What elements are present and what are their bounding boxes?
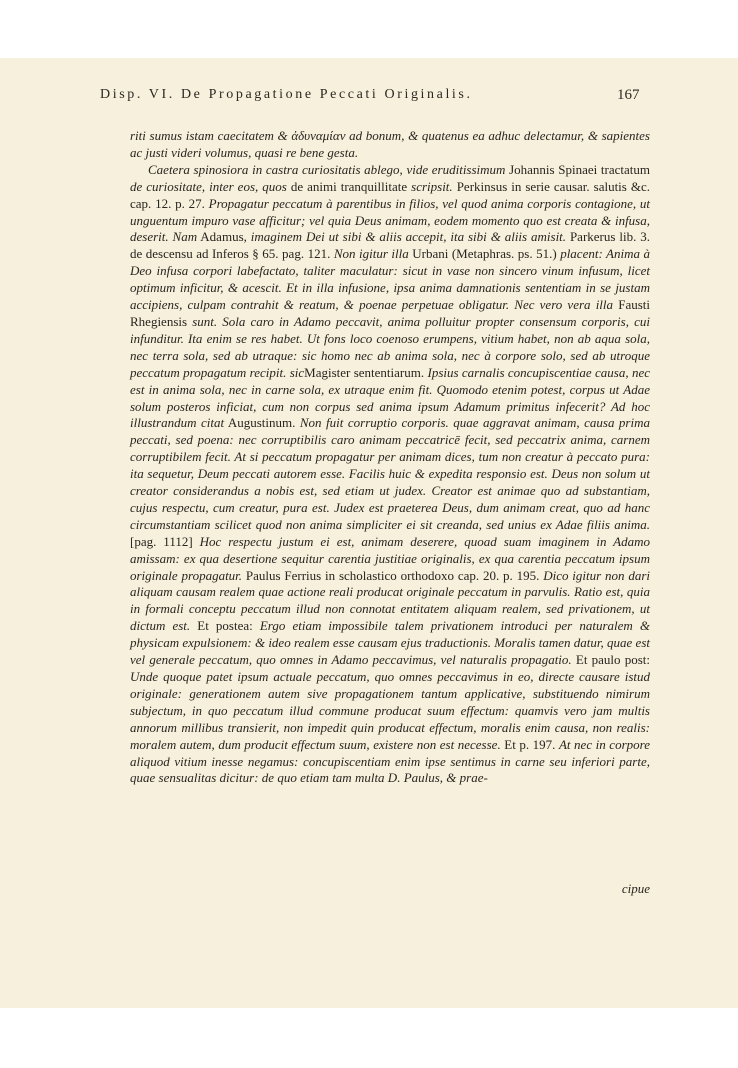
roman-text-run: Et p. 197. bbox=[500, 736, 559, 752]
book-page bbox=[0, 58, 738, 1008]
italic-text-run: Unde quoque patet ipsum actuale peccatum, quo omnes peccavimus in eo, directe causare istud originale: generationem autem sive propagationem tantum applicative, substituendo nimirum subjectum, in quo peccatum illud commune producat suum effectum: quamvis vero jam multis annorum millibus transierit, non impedit quin producat effectum, moralis enim causa, non realis: moralem autem, dum producit effectum suum, existere non est necesse. bbox=[130, 669, 650, 752]
italic-text-run: riti sumus istam caecitatem & ἀδυναμίαν ad bonum, & quatenus ea adhuc delectamur, & sapientes ac justi videri volumus, quasi re bene gesta. bbox=[130, 128, 650, 160]
italic-text-run: Non fuit corruptio corporis. quae aggravat animam, causa prima peccati, sed poena: nec corruptibilis caro animam peccatricē fecit, sed peccatrix anima, carnem corruptibilem fecit. At si peccatum propagatur per animam dices, tum non creatur à peccato pura: ita sequetur, Deum peccati autorem esse. Facilis huic & expedita responsio est. Deus non solum ut creator considerandus a nobis est, sed etiam ut judex. Creator est animae quo ad substantiam, cujus respectu, cum creatur, pura est. Judex est praeterea Deus, dum animam creat, quo ad hanc circumstantiam scilicet quod non anima simpliciter ei sit creanda, sed unius ex Adae filiis anima. bbox=[130, 415, 650, 532]
roman-text-run: Adamus, bbox=[197, 229, 251, 245]
roman-text-run: Parkerus lib. 3. de descensu ad Inferos § 65. pag. 121. bbox=[130, 229, 650, 262]
italic-text-run: imaginem Dei ut sibi & aliis accepit, ita sibi & aliis amisit. bbox=[250, 229, 567, 245]
italic-text-run: Hoc respectu justum ei est, animam deserere, quoad suam imaginem in Adamo amissam: ex qua desertione sequitur carentia justitiae originalis, ex qua carentia peccatum ipsum originale propagatur. bbox=[130, 533, 650, 583]
italic-text-run: placent: Anima à Deo infusa corpori labefactato, taliter maculatur: sicut in vase non sincero vinum infusum, licet optimum inficitur, & acescit. Et in illa infusione, ipsa anima damnationis sententiam in se justam accipiens, culpam contrahit & reatum, & poenae perpetuae obligatur. Nec vero vera illa bbox=[130, 246, 650, 313]
italic-text-run: Non igitur illa bbox=[333, 246, 409, 262]
italic-text-run: Ergo etiam impossibile talem privationem introduci per naturalem & physicam expulsionem: & ideo realem esse causam ejus traductionis. Moralis tamen datur, quae est vel generale peccatum, quo omnes in Adamo peccavimus, vel naturalis propagatio. bbox=[130, 618, 650, 668]
roman-text-run: [pag. 1112] bbox=[130, 533, 200, 549]
italic-text-run: Ipsius carnalis concupiscentiae causa, nec est in anima sola, nec in carne sola, ex utraque enim fit. Quomodo etenim potest, corpus ut Adae solum posteros inficiat, cum non corpus sed anima ipsum Adamum primitus infecerit? Ad hoc illustrandum citat bbox=[130, 364, 650, 431]
roman-text-run: Johannis Spinaei tractatum bbox=[505, 161, 650, 177]
roman-text-run: Perkinsus in serie causar. salutis &c. cap. 12. p. 27. bbox=[130, 178, 650, 211]
roman-text-run: Augustinum. bbox=[224, 415, 300, 431]
italic-text-run: At nec in corpore aliquod vitium inesse negamus: concupiscentiam enim ipse sentimus in carne seu inferiori parte, quae sensualitas dicitur: de quo etiam tam multa D. Paulus, & prae- bbox=[130, 736, 650, 786]
roman-text-run: de animi tranquillitate bbox=[286, 178, 412, 194]
body-text bbox=[130, 128, 650, 787]
roman-text-run: Et paulo post: bbox=[571, 652, 650, 668]
roman-text-run: Fausti Rhegiensis bbox=[130, 297, 650, 329]
italic-text-run: scripsit. bbox=[411, 178, 453, 194]
page-number: 167 bbox=[617, 87, 640, 103]
roman-text-run: Magister sententiarum. bbox=[304, 364, 428, 380]
paragraph bbox=[130, 162, 650, 788]
paragraph bbox=[130, 128, 650, 162]
roman-text-run: Et postea: bbox=[190, 618, 260, 634]
italic-text-run: Caetera spinosiora in castra curiositatis ablego, vide eruditissimum bbox=[148, 161, 506, 177]
italic-text-run: Dico igitur non dari aliquam causam realem quae actione reali producat originale peccatum in parvulis. Ratio est, quia in formali conceptu peccatum illud non connotat entitatem aliquam realem, sed privationem, ut dictum est. bbox=[130, 567, 651, 634]
roman-text-run: Paulus Ferrius in scholastico orthodoxo cap. 20. p. 195. bbox=[242, 567, 544, 583]
italic-text-run: Propagatur peccatum à parentibus in filios, vel quod anima corporis contagione, ut unguentum impuro vase afficitur; vel quia Deus animam, eodem momento quo est creata & infusa, deserit. Nam bbox=[130, 195, 650, 245]
catchword: cipue bbox=[621, 881, 650, 896]
running-head: Disp. VI. De Propagatione Peccati Originalis. bbox=[100, 87, 473, 102]
italic-text-run: de curiositate, inter eos, quos bbox=[130, 178, 287, 194]
roman-text-run: Urbani (Metaphras. ps. 51.) bbox=[408, 246, 561, 262]
italic-text-run: sunt. Sola caro in Adamo peccavit, anima polluitur propter consensum corporis, cui infunditur. Ita enim se res habet. Ut fons loco coenoso erumpens, vitium habet, non ab aqua sola, nec terra sola, sed ab utraque: sic homo nec ab anima sola, nec à corpore solo, sed ab utroque peccatum propagatum recipit. sic bbox=[130, 313, 650, 380]
